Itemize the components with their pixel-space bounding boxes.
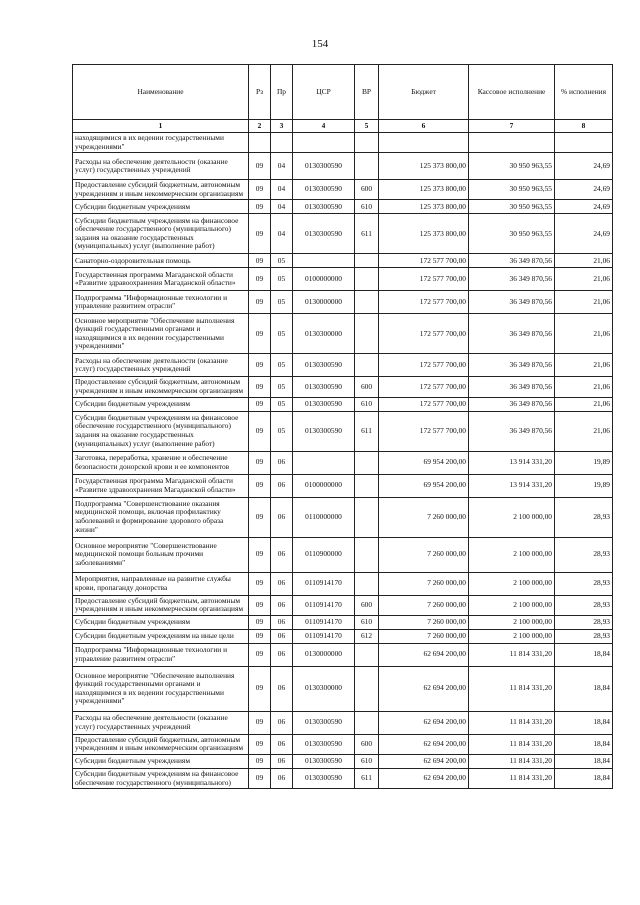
- header-vr: ВР: [355, 65, 379, 120]
- row-percent: 18,84: [555, 754, 613, 768]
- row-rz: 09: [249, 537, 271, 572]
- table-row: [73, 291, 613, 314]
- row-rz: 09: [249, 354, 271, 377]
- row-rz: 09: [249, 314, 271, 354]
- row-pr: 04: [271, 200, 293, 214]
- row-pr: 05: [271, 268, 293, 291]
- row-csr: 0130300590: [293, 397, 355, 411]
- header-pr: Пр: [271, 65, 293, 120]
- row-budget: 62 694 200,00: [379, 734, 469, 754]
- row-pr: 06: [271, 666, 293, 711]
- row-percent: 18,84: [555, 711, 613, 734]
- row-cash: 11 814 331,20: [469, 734, 555, 754]
- row-rz: 09: [249, 734, 271, 754]
- row-cash: 36 349 870,56: [469, 377, 555, 397]
- row-csr: 0110914170: [293, 629, 355, 643]
- row-pr: 05: [271, 254, 293, 268]
- row-rz: 09: [249, 377, 271, 397]
- row-csr: 0130300590: [293, 768, 355, 788]
- row-pr: 06: [271, 643, 293, 666]
- column-number: 4: [293, 120, 355, 133]
- row-budget: 62 694 200,00: [379, 666, 469, 711]
- table-row: [73, 268, 613, 291]
- row-pr: 06: [271, 754, 293, 768]
- table-row: [73, 711, 613, 734]
- row-cash: 2 100 000,00: [469, 629, 555, 643]
- row-budget: 125 373 800,00: [379, 153, 469, 180]
- row-rz: 09: [249, 711, 271, 734]
- row-vr: [355, 537, 379, 572]
- row-budget: 7 260 000,00: [379, 497, 469, 537]
- row-vr: 611: [355, 411, 379, 451]
- row-percent: 21,06: [555, 314, 613, 354]
- row-percent: 21,06: [555, 377, 613, 397]
- row-vr: [355, 291, 379, 314]
- row-name: Предоставление субсидий бюджетным, автономным учреждениям и иным некоммерческим организациям: [73, 180, 249, 200]
- row-cash: [469, 133, 555, 153]
- header-budget: Бюджет: [379, 65, 469, 120]
- row-name: Субсидии бюджетным учреждениям: [73, 615, 249, 629]
- row-budget: 62 694 200,00: [379, 754, 469, 768]
- row-pr: 06: [271, 474, 293, 497]
- row-percent: 19,89: [555, 474, 613, 497]
- row-budget: 172 577 700,00: [379, 411, 469, 451]
- row-percent: 18,84: [555, 768, 613, 788]
- row-percent: 24,69: [555, 200, 613, 214]
- table-row: [73, 354, 613, 377]
- row-cash: 2 100 000,00: [469, 572, 555, 595]
- row-name: Расходы на обеспечение деятельности (оказание услуг) государственных учреждений: [73, 153, 249, 180]
- row-name: Предоставление субсидий бюджетным, автономным учреждениям и иным некоммерческим организациям: [73, 377, 249, 397]
- table-row: [73, 629, 613, 643]
- row-rz: 09: [249, 254, 271, 268]
- row-cash: 36 349 870,56: [469, 314, 555, 354]
- column-number: 1: [73, 120, 249, 133]
- row-budget: 172 577 700,00: [379, 397, 469, 411]
- row-vr: [355, 572, 379, 595]
- row-vr: 612: [355, 629, 379, 643]
- table-row: [73, 754, 613, 768]
- row-vr: 611: [355, 214, 379, 254]
- row-budget: 172 577 700,00: [379, 291, 469, 314]
- table-row: [73, 180, 613, 200]
- row-pr: 05: [271, 314, 293, 354]
- row-csr: 0130300590: [293, 180, 355, 200]
- row-csr: [293, 254, 355, 268]
- row-pr: 06: [271, 768, 293, 788]
- table-row: [73, 537, 613, 572]
- row-budget: 125 373 800,00: [379, 180, 469, 200]
- row-percent: 24,69: [555, 180, 613, 200]
- row-cash: 30 950 963,55: [469, 214, 555, 254]
- row-pr: 06: [271, 711, 293, 734]
- row-budget: 7 260 000,00: [379, 537, 469, 572]
- row-csr: 0100000000: [293, 268, 355, 291]
- row-csr: 0130300590: [293, 354, 355, 377]
- row-cash: 36 349 870,56: [469, 411, 555, 451]
- row-name: Предоставление субсидий бюджетным, автономным учреждениям и иным некоммерческим организациям: [73, 734, 249, 754]
- row-vr: 600: [355, 734, 379, 754]
- row-name: находящимися в их ведении государственными учреждениями": [73, 133, 249, 153]
- row-percent: 21,06: [555, 397, 613, 411]
- row-name: Субсидии бюджетным учреждениям на финансовое обеспечение государственного (муниципального) задания на оказание государственных (муниципальных) услуг (выполнение работ): [73, 411, 249, 451]
- row-rz: 09: [249, 595, 271, 615]
- row-percent: 21,06: [555, 354, 613, 377]
- row-csr: 0110000000: [293, 497, 355, 537]
- table-row: [73, 768, 613, 788]
- row-name: Субсидии бюджетным учреждениям: [73, 200, 249, 214]
- row-pr: 05: [271, 411, 293, 451]
- row-csr: 0130300590: [293, 153, 355, 180]
- row-rz: 09: [249, 411, 271, 451]
- row-csr: 0100000000: [293, 474, 355, 497]
- column-number: 2: [249, 120, 271, 133]
- table-row: [73, 474, 613, 497]
- row-name: Основное мероприятие "Обеспечение выполнения функций государственными органами и находящимися в их ведении государственными учреждениями": [73, 314, 249, 354]
- row-cash: 30 950 963,55: [469, 200, 555, 214]
- table-row: [73, 377, 613, 397]
- row-vr: [355, 314, 379, 354]
- header-cash: Кассовое исполнение: [469, 65, 555, 120]
- row-percent: 28,93: [555, 537, 613, 572]
- row-csr: 0130300000: [293, 314, 355, 354]
- table-row: [73, 451, 613, 474]
- row-percent: 28,93: [555, 595, 613, 615]
- row-budget: 69 954 200,00: [379, 474, 469, 497]
- row-vr: [355, 497, 379, 537]
- row-name: Субсидии бюджетным учреждениям на иные цели: [73, 629, 249, 643]
- row-cash: 11 814 331,20: [469, 768, 555, 788]
- row-pr: 06: [271, 537, 293, 572]
- row-cash: 2 100 000,00: [469, 595, 555, 615]
- table-row: [73, 411, 613, 451]
- row-vr: 610: [355, 615, 379, 629]
- row-percent: 24,69: [555, 214, 613, 254]
- row-cash: 36 349 870,56: [469, 291, 555, 314]
- row-vr: [355, 268, 379, 291]
- row-rz: 09: [249, 666, 271, 711]
- row-vr: 611: [355, 768, 379, 788]
- row-rz: 09: [249, 180, 271, 200]
- row-budget: 172 577 700,00: [379, 377, 469, 397]
- row-csr: 0130000000: [293, 291, 355, 314]
- row-name: Субсидии бюджетным учреждениям на финансовое обеспечение государственного (муниципального) задания на оказание государственных (муниципальных) услуг (выполнение работ): [73, 214, 249, 254]
- header-csr: ЦСР: [293, 65, 355, 120]
- row-csr: 0130300590: [293, 711, 355, 734]
- row-cash: 13 914 331,20: [469, 451, 555, 474]
- row-name: Расходы на обеспечение деятельности (оказание услуг) государственных учреждений: [73, 354, 249, 377]
- row-budget: 125 373 800,00: [379, 214, 469, 254]
- row-rz: 09: [249, 200, 271, 214]
- row-cash: 2 100 000,00: [469, 537, 555, 572]
- row-name: Основное мероприятие "Обеспечение выполнения функций государственными органами и находящимися в их ведении государственными учреждениями": [73, 666, 249, 711]
- row-percent: [555, 133, 613, 153]
- row-vr: 610: [355, 754, 379, 768]
- row-csr: 0130300590: [293, 200, 355, 214]
- row-name: Подпрограмма "Совершенствование оказания медицинской помощи, включая профилактику заболеваний и формирование здорового образа жизни": [73, 497, 249, 537]
- row-budget: 125 373 800,00: [379, 200, 469, 214]
- row-pr: 04: [271, 214, 293, 254]
- row-vr: [355, 666, 379, 711]
- row-vr: [355, 711, 379, 734]
- row-name: Подпрограмма "Информационные технологии и управление развитием отрасли": [73, 291, 249, 314]
- row-name: Расходы на обеспечение деятельности (оказание услуг) государственных учреждений: [73, 711, 249, 734]
- row-name: Государственная программа Магаданской области «Развитие здравоохранения Магаданской области»: [73, 474, 249, 497]
- row-vr: [355, 153, 379, 180]
- row-pr: 05: [271, 377, 293, 397]
- row-rz: 09: [249, 643, 271, 666]
- row-rz: 09: [249, 214, 271, 254]
- row-name: Государственная программа Магаданской области «Развитие здравоохранения Магаданской области»: [73, 268, 249, 291]
- table-row: [73, 734, 613, 754]
- row-rz: 09: [249, 291, 271, 314]
- table-row: [73, 314, 613, 354]
- row-budget: 62 694 200,00: [379, 643, 469, 666]
- row-vr: 600: [355, 595, 379, 615]
- table-row: [73, 254, 613, 268]
- row-rz: 09: [249, 153, 271, 180]
- header-percent: % исполнения: [555, 65, 613, 120]
- row-rz: [249, 133, 271, 153]
- row-cash: 36 349 870,56: [469, 354, 555, 377]
- row-cash: 13 914 331,20: [469, 474, 555, 497]
- row-rz: 09: [249, 451, 271, 474]
- table-row: [73, 200, 613, 214]
- row-percent: 19,89: [555, 451, 613, 474]
- row-budget: 62 694 200,00: [379, 711, 469, 734]
- row-pr: 05: [271, 397, 293, 411]
- column-number: 3: [271, 120, 293, 133]
- row-pr: 04: [271, 180, 293, 200]
- row-cash: 30 950 963,55: [469, 180, 555, 200]
- table-row: [73, 595, 613, 615]
- column-number-row: [73, 120, 613, 133]
- row-percent: 21,06: [555, 411, 613, 451]
- row-budget: 7 260 000,00: [379, 595, 469, 615]
- row-percent: 21,06: [555, 254, 613, 268]
- row-pr: 06: [271, 734, 293, 754]
- header-rz: Рз: [249, 65, 271, 120]
- table-row: [73, 214, 613, 254]
- row-rz: 09: [249, 474, 271, 497]
- table-row: [73, 615, 613, 629]
- row-name: Субсидии бюджетным учреждениям: [73, 397, 249, 411]
- table-row: [73, 643, 613, 666]
- row-csr: 0130300590: [293, 411, 355, 451]
- row-name: Заготовка, переработка, хранение и обеспечение безопасности донорской крови и ее компонентов: [73, 451, 249, 474]
- row-vr: [355, 643, 379, 666]
- row-percent: 18,84: [555, 666, 613, 711]
- row-name: Основное мероприятие "Совершенствование медицинской помощи больным прочими заболеваниями": [73, 537, 249, 572]
- row-cash: 2 100 000,00: [469, 615, 555, 629]
- row-cash: 11 814 331,20: [469, 666, 555, 711]
- row-cash: 36 349 870,56: [469, 254, 555, 268]
- row-vr: [355, 474, 379, 497]
- row-vr: [355, 254, 379, 268]
- row-csr: 0130000000: [293, 643, 355, 666]
- row-vr: [355, 354, 379, 377]
- row-name: Санаторно-оздоровительная помощь: [73, 254, 249, 268]
- row-pr: 05: [271, 291, 293, 314]
- row-pr: [271, 133, 293, 153]
- row-name: Субсидии бюджетным учреждениям: [73, 754, 249, 768]
- column-number: 5: [355, 120, 379, 133]
- row-pr: 06: [271, 497, 293, 537]
- row-vr: 610: [355, 397, 379, 411]
- row-name: Предоставление субсидий бюджетным, автономным учреждениям и иным некоммерческим организациям: [73, 595, 249, 615]
- row-percent: 24,69: [555, 153, 613, 180]
- row-pr: 06: [271, 629, 293, 643]
- row-cash: 11 814 331,20: [469, 643, 555, 666]
- row-budget: 7 260 000,00: [379, 629, 469, 643]
- row-csr: 0130300590: [293, 734, 355, 754]
- row-percent: 21,06: [555, 291, 613, 314]
- row-percent: 18,84: [555, 643, 613, 666]
- table-row: [73, 572, 613, 595]
- row-percent: 28,93: [555, 629, 613, 643]
- table-row: [73, 497, 613, 537]
- header-name: Наименование: [73, 65, 249, 120]
- row-name: Подпрограмма "Информационные технологии и управление развитием отрасли": [73, 643, 249, 666]
- row-pr: 05: [271, 354, 293, 377]
- row-pr: 06: [271, 595, 293, 615]
- row-budget: 172 577 700,00: [379, 354, 469, 377]
- row-pr: 06: [271, 451, 293, 474]
- row-budget: 172 577 700,00: [379, 254, 469, 268]
- row-pr: 06: [271, 615, 293, 629]
- row-csr: 0130300590: [293, 214, 355, 254]
- header-row: [73, 65, 613, 120]
- row-rz: 09: [249, 397, 271, 411]
- row-vr: 600: [355, 377, 379, 397]
- row-budget: 7 260 000,00: [379, 572, 469, 595]
- row-percent: 18,84: [555, 734, 613, 754]
- row-csr: 0110900000: [293, 537, 355, 572]
- row-pr: 06: [271, 572, 293, 595]
- row-budget: 172 577 700,00: [379, 268, 469, 291]
- row-percent: 28,93: [555, 497, 613, 537]
- row-csr: 0130300590: [293, 377, 355, 397]
- row-budget: 62 694 200,00: [379, 768, 469, 788]
- row-rz: 09: [249, 768, 271, 788]
- row-csr: [293, 133, 355, 153]
- row-name: Субсидии бюджетным учреждениям на финансовое обеспечение государственного (муниципального): [73, 768, 249, 788]
- row-cash: 11 814 331,20: [469, 754, 555, 768]
- row-percent: 21,06: [555, 268, 613, 291]
- row-rz: 09: [249, 268, 271, 291]
- row-percent: 28,93: [555, 615, 613, 629]
- row-cash: 36 349 870,56: [469, 268, 555, 291]
- column-number: 7: [469, 120, 555, 133]
- row-rz: 09: [249, 497, 271, 537]
- table-row: [73, 666, 613, 711]
- row-csr: 0130300590: [293, 754, 355, 768]
- row-rz: 09: [249, 615, 271, 629]
- row-vr: [355, 133, 379, 153]
- row-rz: 09: [249, 629, 271, 643]
- row-csr: 0110914170: [293, 572, 355, 595]
- row-budget: [379, 133, 469, 153]
- table-row: [73, 153, 613, 180]
- budget-table: [72, 64, 613, 789]
- table-row: [73, 397, 613, 411]
- row-name: Мероприятия, направленные на развитие службы крови, пропаганду донорства: [73, 572, 249, 595]
- row-csr: 0110914170: [293, 595, 355, 615]
- column-number: 8: [555, 120, 613, 133]
- row-rz: 09: [249, 754, 271, 768]
- row-pr: 04: [271, 153, 293, 180]
- row-cash: 36 349 870,56: [469, 397, 555, 411]
- page-number: 154: [311, 38, 329, 50]
- row-csr: [293, 451, 355, 474]
- row-vr: 610: [355, 200, 379, 214]
- row-csr: 0110914170: [293, 615, 355, 629]
- row-budget: 172 577 700,00: [379, 314, 469, 354]
- row-budget: 7 260 000,00: [379, 615, 469, 629]
- row-cash: 11 814 331,20: [469, 711, 555, 734]
- row-cash: 2 100 000,00: [469, 497, 555, 537]
- table-row: [73, 133, 613, 153]
- row-rz: 09: [249, 572, 271, 595]
- row-budget: 69 954 200,00: [379, 451, 469, 474]
- row-vr: [355, 451, 379, 474]
- row-vr: 600: [355, 180, 379, 200]
- row-csr: 0130300000: [293, 666, 355, 711]
- row-cash: 30 950 963,55: [469, 153, 555, 180]
- column-number: 6: [379, 120, 469, 133]
- row-percent: 28,93: [555, 572, 613, 595]
